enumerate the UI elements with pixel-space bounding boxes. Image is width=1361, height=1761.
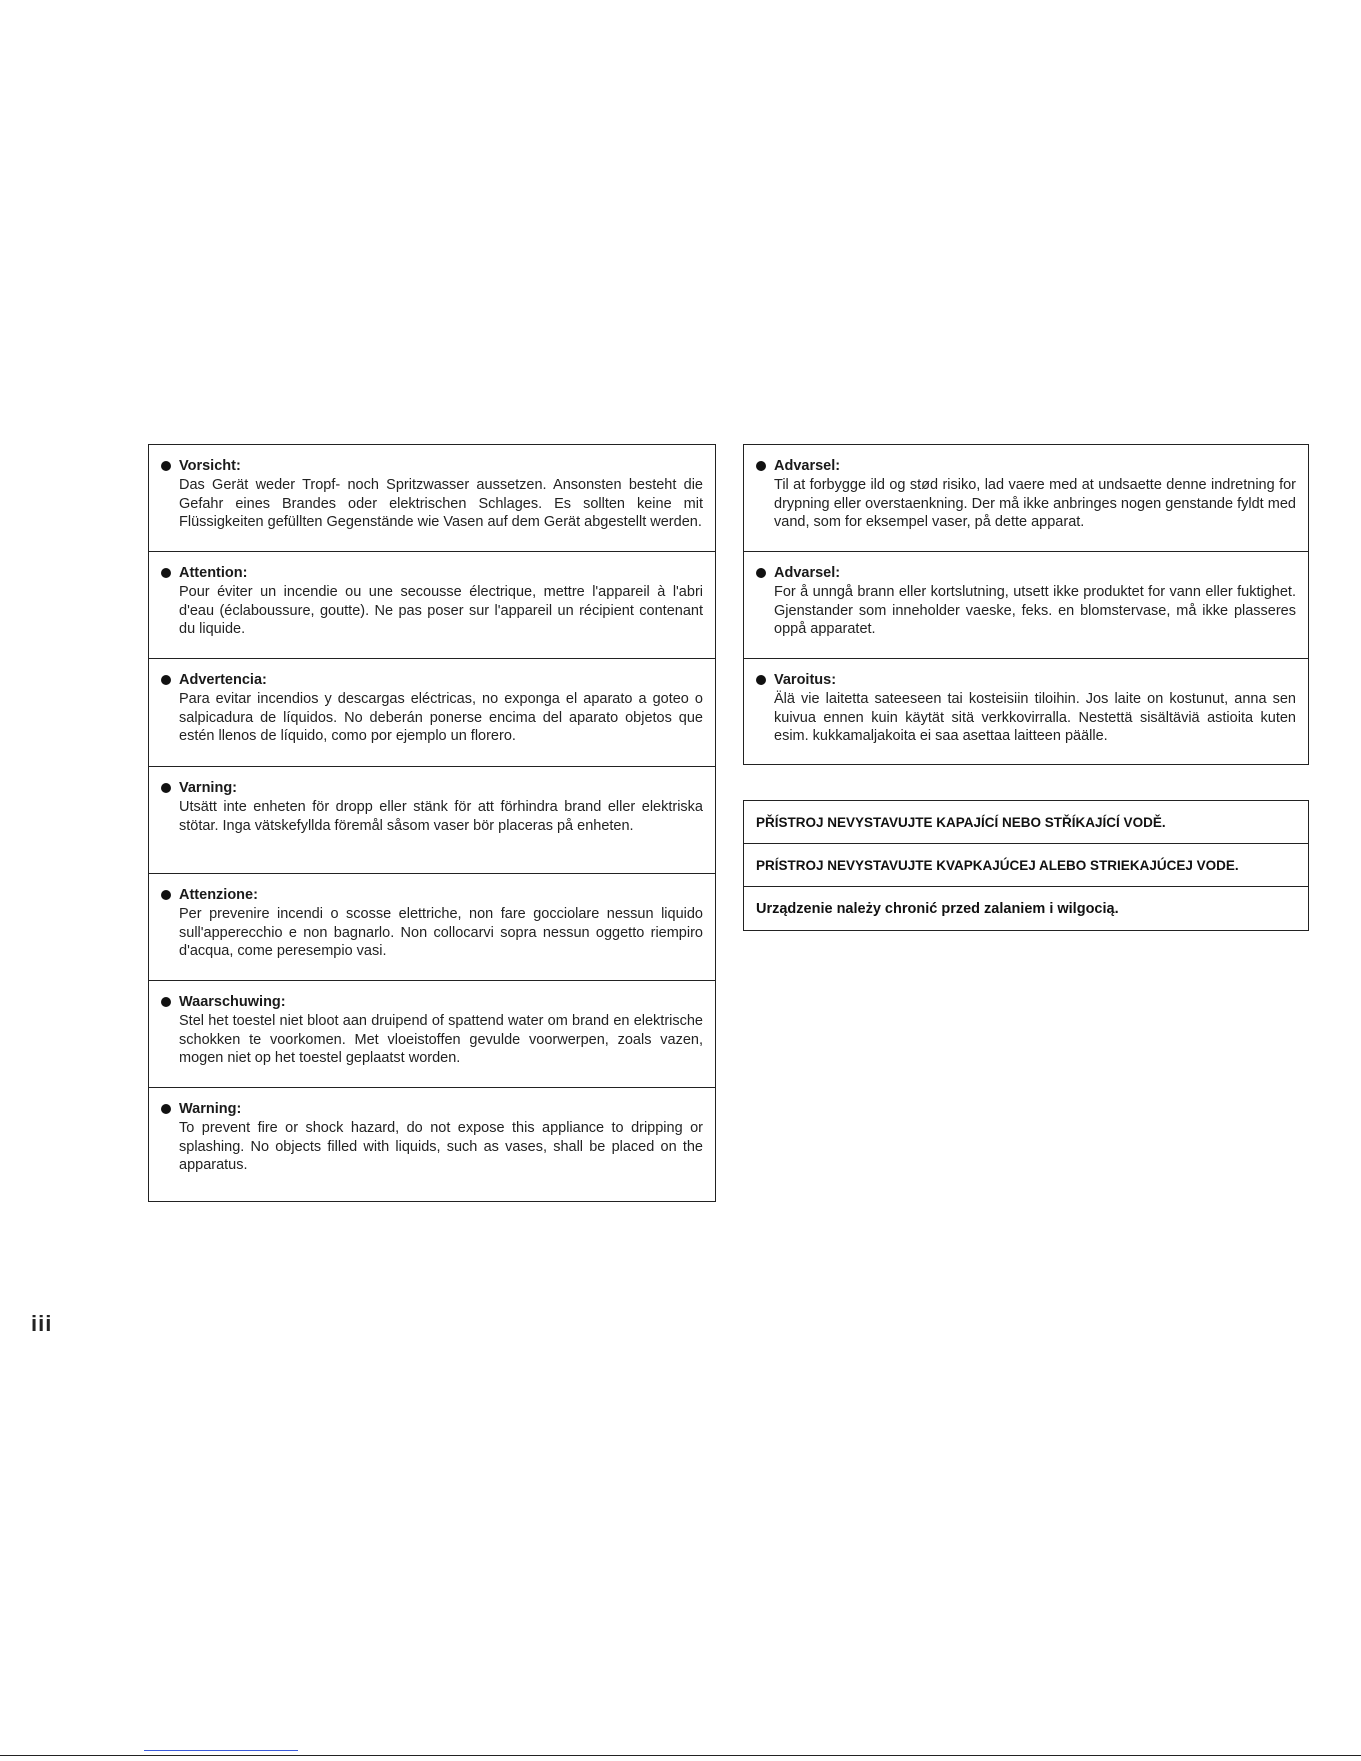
bullet-icon <box>756 675 766 685</box>
warning-title: Varoitus: <box>774 672 837 688</box>
warning-title: Advertencia: <box>179 672 267 688</box>
bottom-rule <box>0 1755 1361 1756</box>
warning-block-norwegian <box>744 552 1308 659</box>
warning-text: Para evitar incendios y descargas eléctricas, no exponga el aparato a goteo o salpicadura de líquidos. No deberán ponerse encima del aparato objetos que estén llenos de líquido, como por ejemplo un florero. <box>179 691 703 744</box>
warning-title: Waarschuwing: <box>179 994 286 1010</box>
bottom-link-mark <box>144 1750 298 1751</box>
bullet-icon <box>161 1104 171 1114</box>
bullet-icon <box>756 461 766 471</box>
warning-text: To prevent fire or shock hazard, do not expose this appliance to dripping or splashing. No objects filled with liquids, such as vases, shall be placed on the apparatus. <box>179 1120 703 1173</box>
warning-block-english <box>149 1088 715 1195</box>
bullet-icon <box>161 890 171 900</box>
warning-title: Attenzione: <box>179 887 258 903</box>
warning-title: Warning: <box>179 1101 242 1117</box>
warning-text: Das Gerät weder Tropf- noch Spritzwasser aussetzen. Ansonsten besteht die Gefahr eines Brandes oder elektrischen Schlages. Es sollten keine mit Flüssigkeiten gefüllten Gegenstände wie Vasen auf dem Gerät abgestellt werden. <box>179 477 703 530</box>
right-warnings-panel <box>743 444 1309 765</box>
bullet-icon <box>161 568 171 578</box>
warning-title: Advarsel: <box>774 458 841 474</box>
warning-block-finnish <box>744 659 1308 766</box>
warning-block-italian <box>149 874 715 981</box>
warning-slovak: PRÍSTROJ NEVYSTAVUJTE KVAPKAJÚCEJ ALEBO STRIEKAJÚCEJ VODE. <box>744 844 1308 887</box>
warning-block-spanish <box>149 659 715 767</box>
warning-block-swedish <box>149 767 715 874</box>
warning-text: Älä vie laitetta sateeseen tai kosteisiin tiloihin. Jos laite on kostunut, anna sen kuivua ennen kuin käytät sitä verkkovirralla. Nestettä sisältäviä astioita kuten esim. kukkamaljakoita ei saa asettaa laitteen päälle. <box>774 691 1296 744</box>
warning-title: Vorsicht: <box>179 458 241 474</box>
warning-text: Pour éviter un incendie ou une secousse électrique, mettre l'appareil à l'abri d'eau (éclaboussure, goutte). Ne pas poser sur l'appareil un récipient contenant du liquide. <box>179 584 703 637</box>
warning-text: Stel het toestel niet bloot aan druipend of spattend water om brand en elektrische schokken te voorkomen. Met vloeistoffen gevulde voorwerpen, zoals vazen, mogen niet op het toestel geplaatst worden. <box>179 1013 703 1066</box>
page-number: iii <box>31 1311 53 1336</box>
warning-title: Varning: <box>179 780 238 796</box>
warning-text: Per prevenire incendi o scosse elettriche, non fare gocciolare nessun liquido sull'apperecchio e non bagnarlo. Non collocarvi sopra nessun oggetto riempiro d'acqua, come peresempio vasi. <box>179 906 703 959</box>
warning-block-danish <box>744 445 1308 552</box>
bullet-icon <box>756 568 766 578</box>
left-warnings-panel <box>148 444 716 1202</box>
warning-text: Utsätt inte enheten för dropp eller stänk för att förhindra brand eller elektriska stötar. Inga vätskefyllda föremål såsom vaser bör placeras på enheten. <box>179 799 703 834</box>
warning-polish: Urządzenie należy chronić przed zalaniem i wilgocią. <box>756 900 1119 917</box>
short-warnings-panel <box>743 800 1309 931</box>
bullet-icon <box>161 783 171 793</box>
warning-text: For å unngå brann eller kortslutning, utsett ikke produktet for vann eller fuktighet. Gjenstander som inneholder vaeske, feks. en blomstervase, må ikke plasseres oppå apparatet. <box>774 584 1296 637</box>
warning-block-dutch <box>149 981 715 1088</box>
warning-block-french <box>149 552 715 659</box>
bullet-icon <box>161 675 171 685</box>
warning-text: Til at forbygge ild og stød risiko, lad vaere med at undsaette denne indretning for drypning eller overstaenkning. Der må ikke anbringes nogen genstande fyldt med vand, som for eksempel vaser, på dette apparat. <box>774 477 1296 530</box>
bullet-icon <box>161 461 171 471</box>
warning-title: Advarsel: <box>774 565 841 581</box>
bullet-icon <box>161 997 171 1007</box>
warning-title: Attention: <box>179 565 248 581</box>
warning-czech: PŘÍSTROJ NEVYSTAVUJTE KAPAJÍCÍ NEBO STŘÍKAJÍCÍ VODĚ. <box>744 801 1308 844</box>
warning-block-german <box>149 445 715 552</box>
